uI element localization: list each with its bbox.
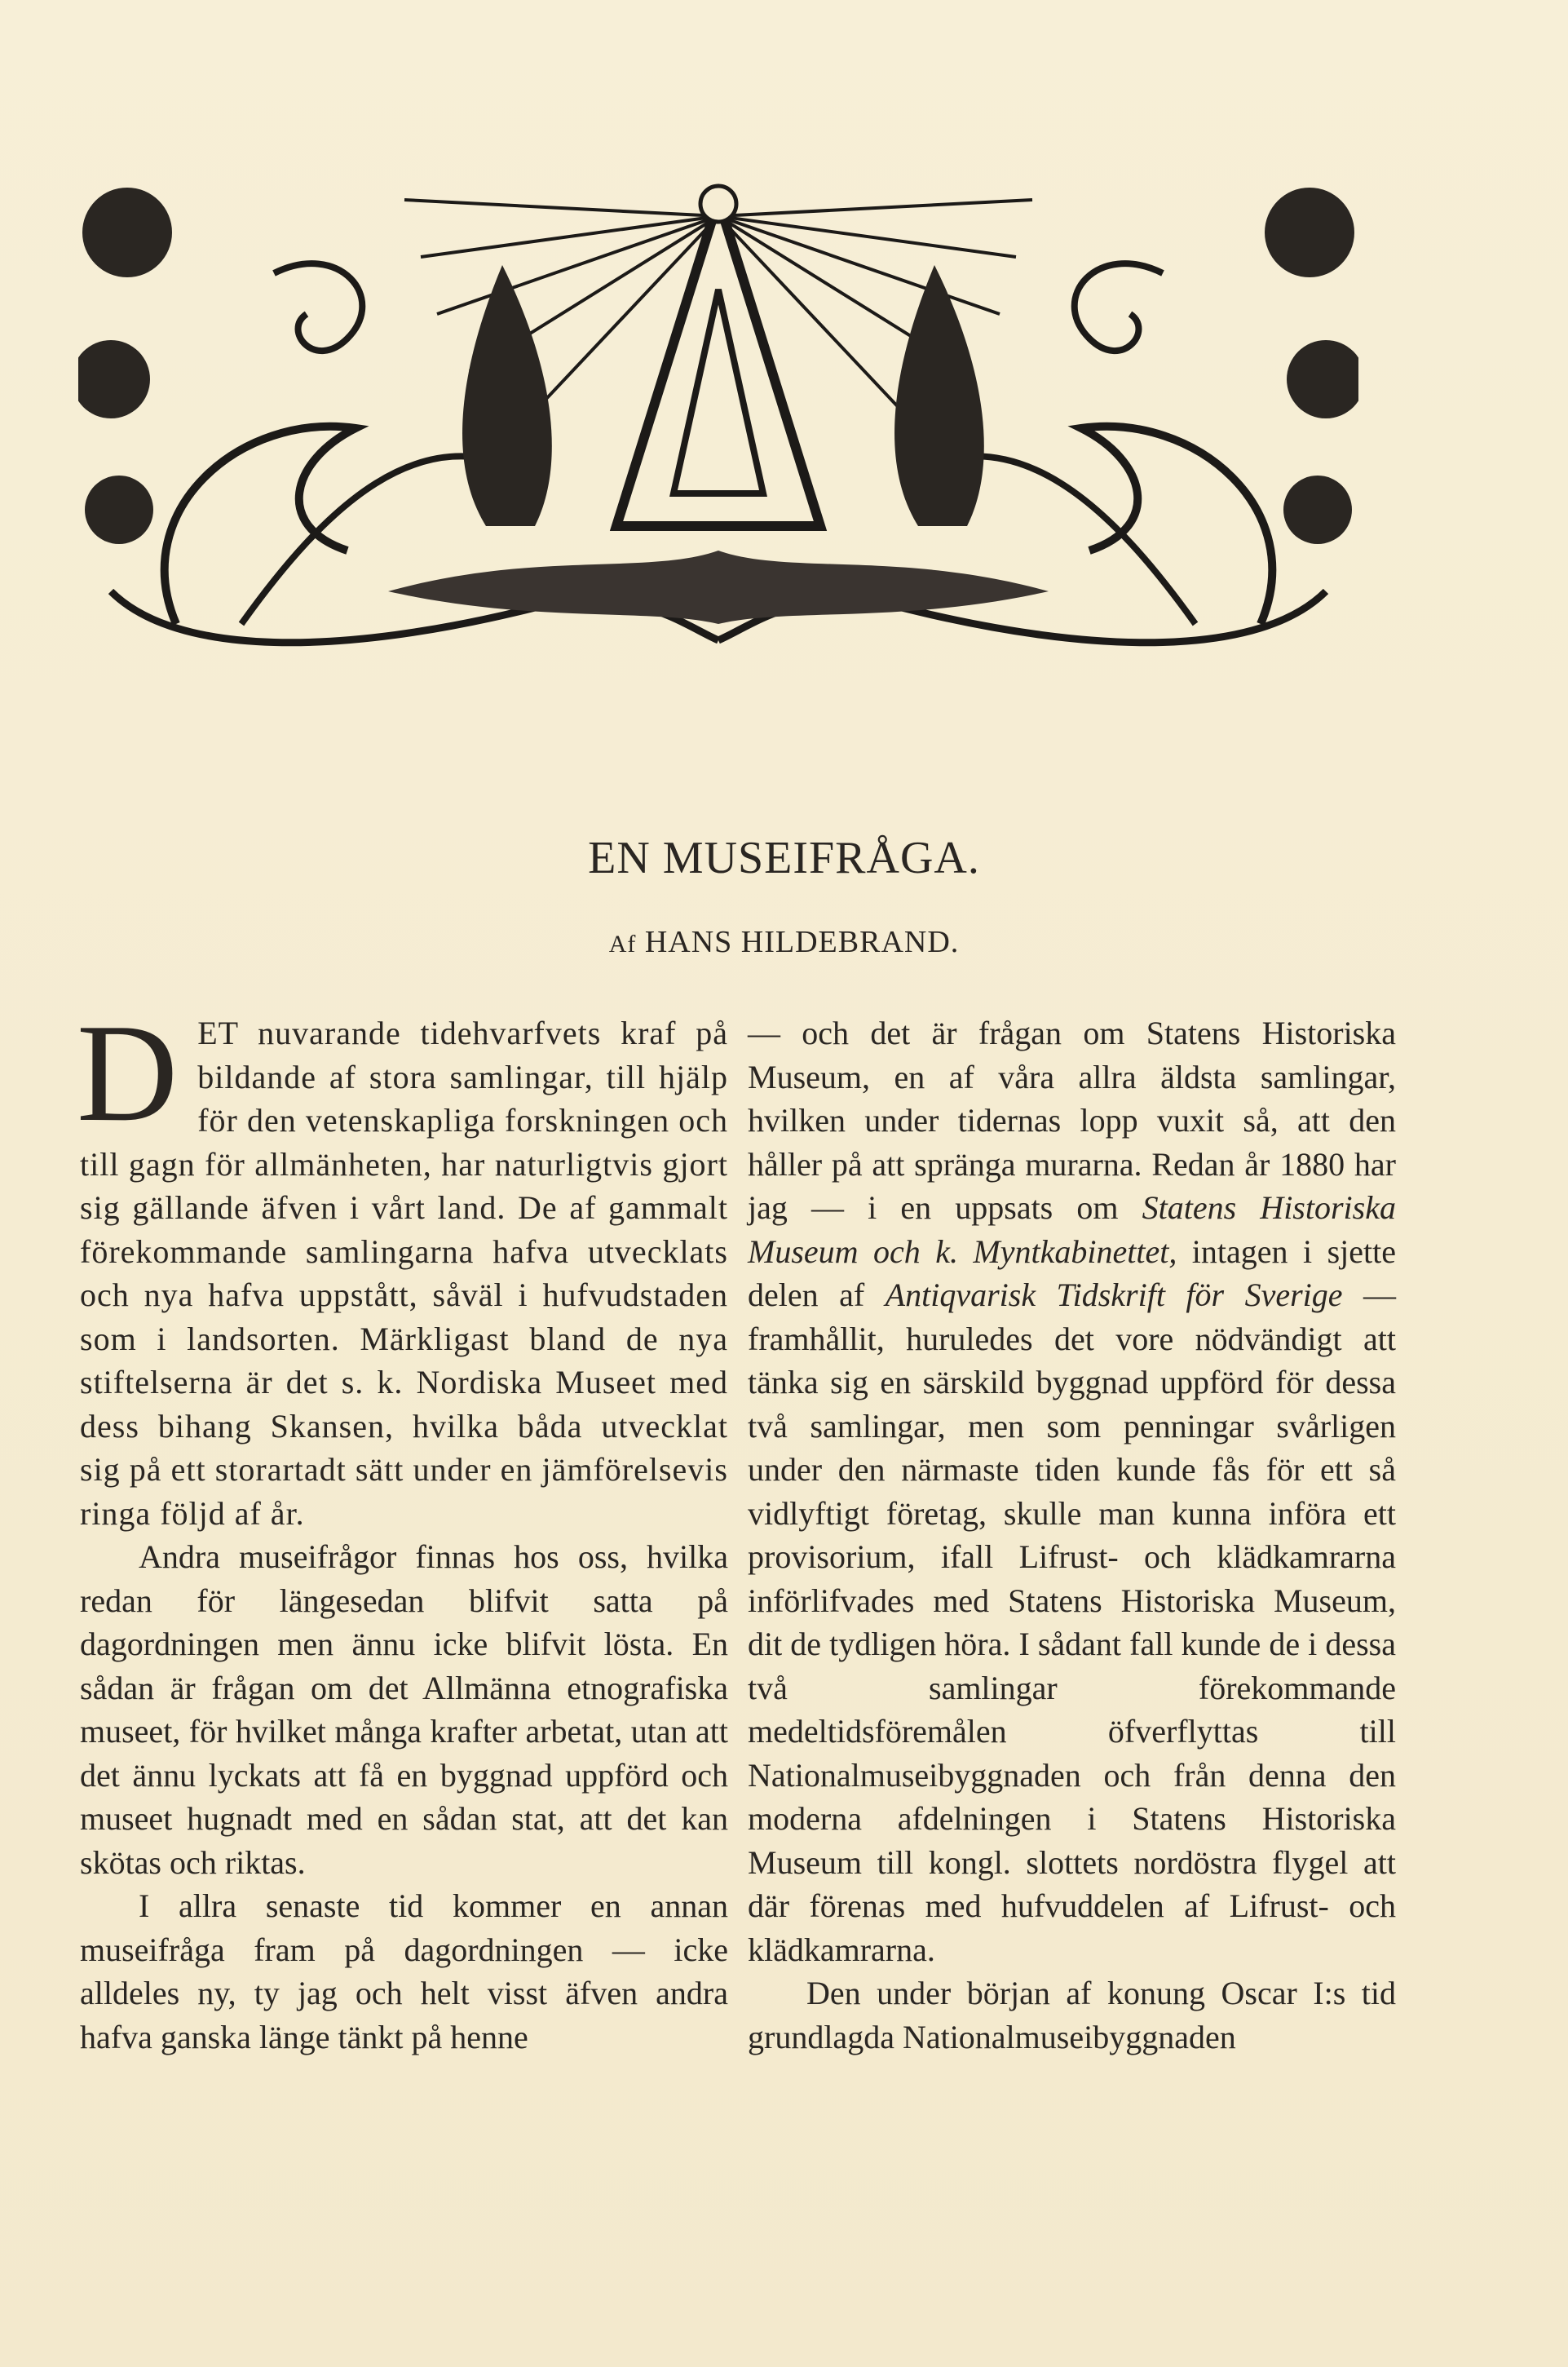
- text-run: intagen i sjette delen af: [748, 1232, 1397, 1313]
- lead-text: ET nuvarande tidehvarfvets kraf på bildande af stora samlingar, till hjälp för den vetenskapliga forskningen och till gagn för allmänheten, har naturligtvis gjort sig gällande äfven i vårt land. De af gammalt förekommande samlingarna hafva utvecklats och nya hafva uppstått, såväl i hufvudstaden som i landsorten. Märkligast bland de nya stiftelserna är det s. k. Nordiska Museet med dess bihang Skansen, hvilka båda utvecklat sig på ett storartadt sätt under en jämförelsevis ringa följd af år.: [80, 1015, 728, 1532]
- author-name: HANS HILDEBRAND.: [644, 925, 960, 959]
- paragraph: [748, 1011, 1396, 1971]
- drop-cap: D: [77, 996, 179, 1151]
- journal-title: Antiqvarisk Tidskrift för Sverige: [885, 1276, 1343, 1313]
- article-title: EN MUSEIFRÅGA.: [588, 833, 980, 883]
- paragraph: I allra senaste tid kommer en annan museifråga fram på dagordningen — icke alldeles ny, ty jag och helt visst äfven andra hafva ganska länge tänkt på henne: [80, 1887, 728, 2055]
- ornamental-headpiece-icon: [78, 167, 1358, 673]
- byline: [0, 924, 1568, 960]
- paragraph: Andra museifrågor finnas hos oss, hvilka redan för längesedan blifvit satta på dagordningen men ännu icke blifvit lösta. En sådan är frågan om det Allmänna etnografiska museet, för hvilket många krafter arbetat, utan att det ännu lyckats att få en byggnad uppförd och museet hugnadt med en sådan stat, att det kan skötas och riktas.: [80, 1538, 728, 1881]
- citation-title: Statens Historiska Museum och k. Myntkabinettet,: [748, 1189, 1396, 1270]
- right-column: [748, 1011, 1396, 2059]
- byline-prefix: Af: [608, 931, 637, 958]
- text-run: — och det är frågan om Statens Historiska Museum, en af våra allra äldsta samlingar, hvilken under tidernas lopp vuxit så, att den håller på att spränga murarna. Redan år 1880 har jag — i en uppsats om: [748, 1015, 1396, 1226]
- paragraph: Den under början af konung Oscar I:s tid grundlagda Nationalmuseibyggnaden: [748, 1975, 1396, 2055]
- paragraph: [77, 996, 728, 1535]
- text-run: — framhållit, huruledes det vore nödvändigt att tänka sig en särskild byggnad uppförd för dessa två samlingar, men som penningar svårligen under den närmaste tiden kunde fås för ett så vidlyftigt företag, skulle man kunna införa ett provisorium, ifall Lifrust- och klädkamrarna införlifvades med Statens Historiska Museum, dit de tydligen höra. I sådant fall kunde de i dessa två samlingar förekommande medeltidsföremålen öfverflyttas till Nationalmuseibyggnaden och från denna den moderna afdelningen i Statens Historiska Museum till kongl. slottets nordöstra flygel att där förenas med hufvuddelen af Lifrust- och klädkamrarna.: [748, 1276, 1396, 1968]
- left-column: [77, 996, 728, 2059]
